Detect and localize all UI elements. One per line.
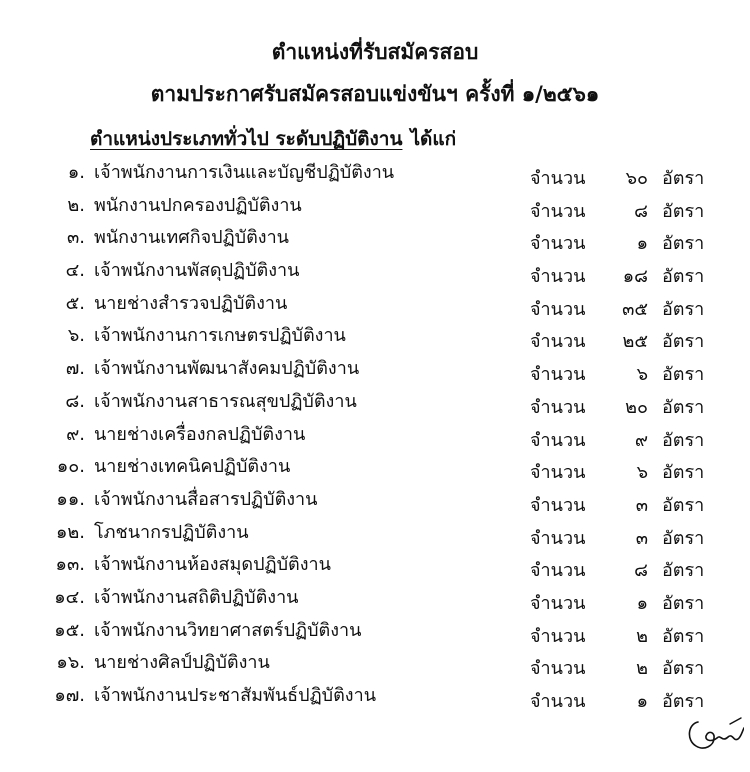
position-name: นายช่างศิลป์ปฏิบัติงาน bbox=[94, 652, 270, 674]
item-number: ๖. bbox=[67, 325, 85, 347]
section-heading-label: ตำแหน่งประเภททั่วไป ระดับปฏิบัติงาน bbox=[90, 128, 403, 150]
unit-label: อัตรา bbox=[662, 364, 705, 386]
amount-label: จำนวน bbox=[530, 429, 586, 451]
position-name: เจ้าพนักงานสื่อสารปฏิบัติงาน bbox=[94, 488, 318, 510]
position-name: เจ้าพนักงานประชาสัมพันธ์ปฏิบัติงาน bbox=[94, 685, 376, 706]
item-number: ๑๒. bbox=[55, 521, 85, 543]
amount-value: ๖ bbox=[636, 364, 648, 386]
list-item bbox=[0, 585, 750, 618]
item-number: ๙. bbox=[66, 423, 85, 445]
amount-value: ๘ bbox=[634, 200, 648, 222]
item-number: ๑๕. bbox=[54, 619, 85, 641]
amount-value: ๑ bbox=[636, 592, 648, 614]
unit-label: อัตรา bbox=[662, 200, 705, 222]
list-item bbox=[0, 454, 750, 487]
unit-label: อัตรา bbox=[662, 168, 705, 189]
item-number: ๑. bbox=[67, 162, 85, 183]
item-number: ๑๗. bbox=[54, 685, 85, 706]
positions-list bbox=[0, 160, 750, 716]
position-name: เจ้าพนักงานการเกษตรปฏิบัติงาน bbox=[94, 325, 346, 347]
item-number: ๕. bbox=[65, 292, 85, 314]
list-item bbox=[0, 487, 750, 520]
unit-label: อัตรา bbox=[662, 560, 705, 582]
item-number: ๘. bbox=[65, 390, 85, 412]
list-item bbox=[0, 193, 750, 226]
amount-label: จำนวน bbox=[530, 364, 586, 386]
list-item bbox=[0, 160, 750, 193]
position-name: เจ้าพนักงานสถิติปฏิบัติงาน bbox=[94, 586, 299, 608]
list-item bbox=[0, 422, 750, 455]
unit-label: อัตรา bbox=[662, 658, 705, 680]
amount-label: จำนวน bbox=[530, 168, 586, 189]
amount-label: จำนวน bbox=[530, 200, 586, 222]
amount-value: ๘ bbox=[634, 560, 648, 582]
item-number: ๓. bbox=[66, 227, 85, 249]
section-heading bbox=[90, 126, 456, 152]
amount-label: จำนวน bbox=[530, 233, 586, 255]
item-number: ๑๖. bbox=[56, 652, 85, 674]
unit-label: อัตรา bbox=[662, 527, 705, 549]
position-name: โภชนากรปฏิบัติงาน bbox=[94, 521, 249, 543]
list-item bbox=[0, 356, 750, 389]
list-item bbox=[0, 520, 750, 553]
section-heading-tail: ได้แก่ bbox=[410, 128, 457, 150]
amount-value: ๙ bbox=[634, 429, 648, 451]
amount-value: ๑ bbox=[636, 233, 648, 255]
amount-label: จำนวน bbox=[530, 266, 586, 288]
list-item bbox=[0, 618, 750, 651]
list-item bbox=[0, 323, 750, 356]
position-name: เจ้าพนักงานวิทยาศาสตร์ปฏิบัติงาน bbox=[94, 619, 362, 641]
amount-label: จำนวน bbox=[530, 592, 586, 614]
amount-label: จำนวน bbox=[530, 658, 586, 680]
amount-value: ๓ bbox=[635, 527, 648, 549]
unit-label: อัตรา bbox=[662, 298, 705, 320]
list-item bbox=[0, 389, 750, 422]
amount-value: ๑ bbox=[636, 691, 648, 712]
unit-label: อัตรา bbox=[662, 691, 705, 712]
unit-label: อัตรา bbox=[662, 462, 705, 484]
position-name: นายช่างเทคนิคปฏิบัติงาน bbox=[94, 456, 291, 478]
amount-label: จำนวน bbox=[530, 494, 586, 516]
amount-value: ๒๐ bbox=[625, 396, 648, 418]
amount-value: ๒ bbox=[636, 658, 648, 680]
amount-label: จำนวน bbox=[530, 462, 586, 484]
list-item bbox=[0, 683, 750, 716]
document-title: ตำแหน่งที่รับสมัครสอบ bbox=[271, 40, 479, 64]
amount-label: จำนวน bbox=[530, 560, 586, 582]
unit-label: อัตรา bbox=[662, 592, 705, 614]
amount-label: จำนวน bbox=[530, 527, 586, 549]
list-item bbox=[0, 291, 750, 324]
position-name: เจ้าพนักงานห้องสมุดปฏิบัติงาน bbox=[94, 554, 331, 576]
item-number: ๑๓. bbox=[55, 554, 85, 576]
position-name: เจ้าพนักงานพัสดุปฏิบัติงาน bbox=[94, 260, 300, 282]
list-item bbox=[0, 650, 750, 683]
list-item bbox=[0, 225, 750, 258]
item-number: ๗. bbox=[65, 358, 85, 380]
amount-value: ๒ bbox=[636, 625, 648, 647]
item-number: ๑๐. bbox=[56, 456, 85, 478]
amount-label: จำนวน bbox=[530, 625, 586, 647]
unit-label: อัตรา bbox=[662, 233, 705, 255]
item-number: ๑๔. bbox=[54, 586, 85, 608]
position-name: พนักงานปกครองปฏิบัติงาน bbox=[94, 194, 302, 216]
amount-label: จำนวน bbox=[530, 331, 586, 353]
list-item bbox=[0, 258, 750, 291]
item-number: ๔. bbox=[65, 260, 85, 282]
item-number: ๑๑. bbox=[56, 488, 85, 510]
amount-value: ๖๐ bbox=[625, 168, 648, 189]
amount-value: ๖ bbox=[636, 462, 648, 484]
document-subtitle: ตามประกาศรับสมัครสอบแข่งขันฯ ครั้งที่ ๑/๒๕๖๑ bbox=[150, 82, 600, 106]
position-name: เจ้าพนักงานพัฒนาสังคมปฏิบัติงาน bbox=[94, 358, 360, 380]
position-name: นายช่างสำรวจปฏิบัติงาน bbox=[94, 292, 288, 314]
unit-label: อัตรา bbox=[662, 331, 705, 353]
position-name: เจ้าพนักงานสาธารณสุขปฏิบัติงาน bbox=[94, 390, 357, 412]
amount-value: ๑๘ bbox=[622, 266, 648, 288]
unit-label: อัตรา bbox=[662, 396, 705, 418]
amount-label: จำนวน bbox=[530, 396, 586, 418]
position-name: นายช่างเครื่องกลปฏิบัติงาน bbox=[94, 423, 306, 445]
amount-value: ๓๕ bbox=[622, 298, 648, 320]
amount-value: ๒๕ bbox=[622, 331, 648, 353]
list-item bbox=[0, 552, 750, 585]
unit-label: อัตรา bbox=[662, 429, 705, 451]
unit-label: อัตรา bbox=[662, 625, 705, 647]
amount-label: จำนวน bbox=[530, 298, 586, 320]
handwritten-signature bbox=[684, 708, 744, 758]
position-name: พนักงานเทศกิจปฏิบัติงาน bbox=[94, 227, 289, 249]
unit-label: อัตรา bbox=[662, 266, 705, 288]
amount-value: ๓ bbox=[635, 494, 648, 516]
item-number: ๒. bbox=[67, 194, 85, 216]
position-name: เจ้าพนักงานการเงินและบัญชีปฏิบัติงาน bbox=[94, 162, 395, 183]
unit-label: อัตรา bbox=[662, 494, 705, 516]
amount-label: จำนวน bbox=[530, 691, 586, 712]
